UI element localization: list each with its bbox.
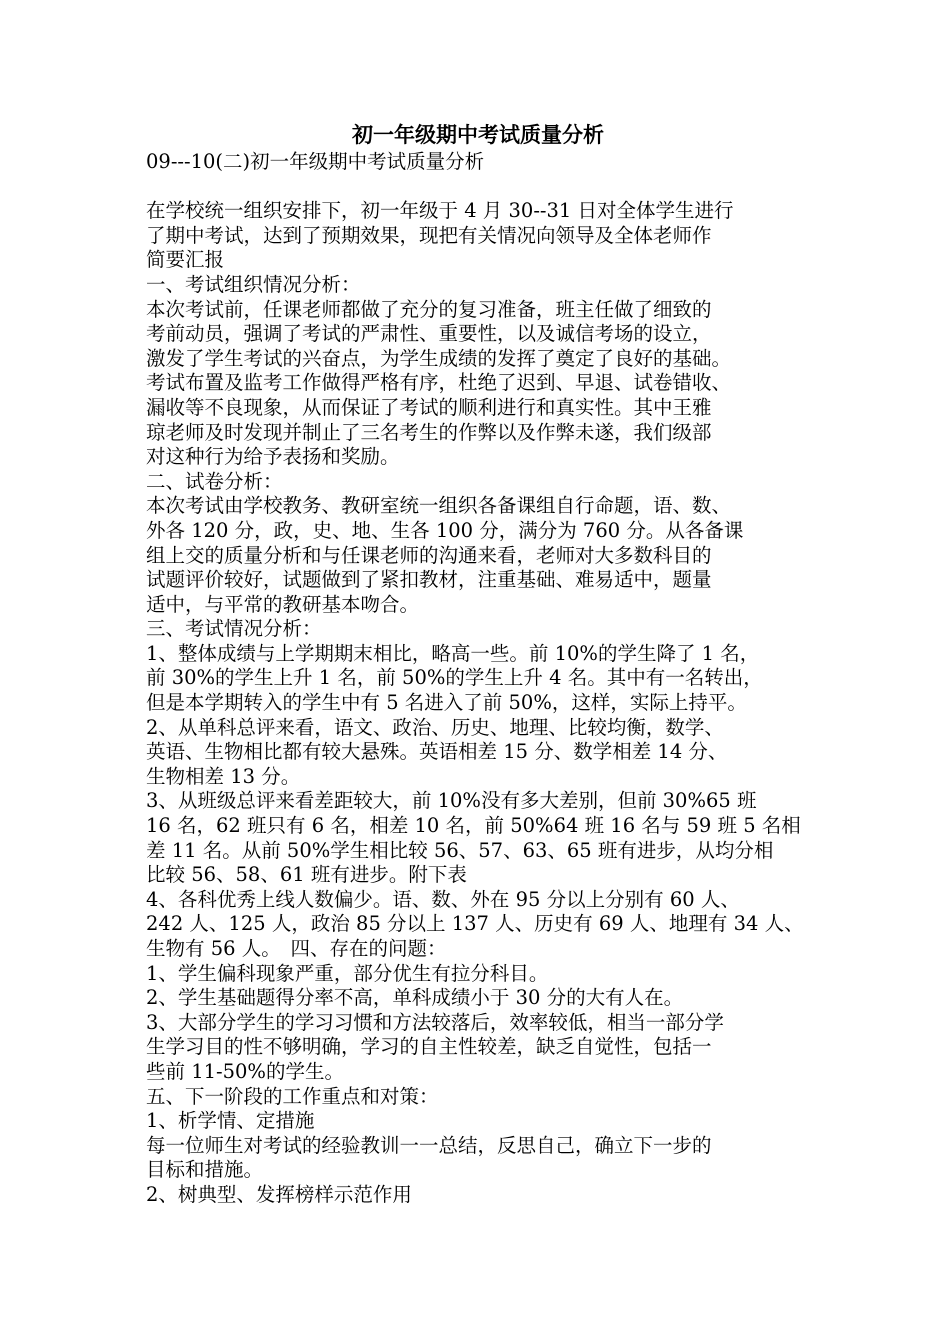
body-line: 1、学生偏科现象严重，部分优生有拉分科目。	[146, 961, 549, 985]
body-line: 试题评价较好，试题做到了紧扣教材，注重基础、难易适中，题量	[146, 568, 712, 592]
body-line: 琼老师及时发现并制止了三名考生的作弊以及作弊未遂，我们级部	[146, 420, 712, 444]
body-line: 外各 120 分，政，史、地、生各 100 分，满分为 760 分。从各备课	[146, 518, 744, 542]
document-subtitle: 09---10(二)初一年级期中考试质量分析	[146, 150, 485, 173]
body-line: 激发了学生考试的兴奋点，为学生成绩的发挥了奠定了良好的基础。	[146, 346, 732, 370]
body-line: 英语、生物相比都有较大悬殊。英语相差 15 分、数学相差 14 分、	[146, 740, 728, 764]
body-line: 对这种行为给予表扬和奖励。	[146, 445, 400, 469]
document-page	[146, 120, 826, 1208]
document-title: 初一年级期中考试质量分析	[352, 122, 604, 147]
body-line: 了期中考试，达到了预期效果，现把有关情况向领导及全体老师作	[146, 223, 712, 247]
body-line: 前 30%的学生上升 1 名，前 50%的学生上升 4 名。其中有一名转出，	[146, 666, 763, 690]
body-line: 但是本学期转入的学生中有 5 名进入了前 50%，这样，实际上持平。	[146, 691, 747, 715]
body-line: 在学校统一组织安排下，初一年级于 4 月 30--31 日对全体学生进行	[146, 199, 734, 223]
body-line: 4、各科优秀上线人数偏少。语、数、外在 95 分以上分别有 60 人、	[146, 887, 740, 911]
body-line: 目标和措施。	[146, 1158, 264, 1182]
body-line: 生学习目的性不够明确，学习的自主性较差，缺乏自觉性，包括一	[146, 1035, 712, 1059]
body-line: 考试布置及监考工作做得严格有序，杜绝了迟到、早退、试卷错收、	[146, 371, 732, 395]
section-heading: 二、试卷分析：	[146, 469, 283, 493]
body-line: 1、整体成绩与上学期期末相比，略高一些。前 10%的学生降了 1 名，	[146, 641, 760, 665]
body-line: 本次考试由学校教务、教研室统一组织各备课组自行命题，语、数、	[146, 494, 732, 518]
body-line: 16 名，62 班只有 6 名，相差 10 名，前 50%64 班 16 名与 59 班 5 名相	[146, 814, 801, 838]
body-line: 每一位师生对考试的经验教训一一总结，反思自己，确立下一步的	[146, 1133, 712, 1157]
body-line: 简要汇报	[146, 248, 225, 272]
body-line: 漏收等不良现象，从而保证了考试的顺利进行和真实性。其中王雅	[146, 395, 712, 419]
body-line: 生物有 56 人。 四、存在的问题：	[146, 937, 447, 960]
body-line: 本次考试前，任课老师都做了充分的复习准备，班主任做了细致的	[146, 297, 712, 321]
body-line: 3、从班级总评来看差距较大，前 10%没有多大差别，但前 30%65 班	[146, 789, 757, 813]
body-line: 生物相差 13 分。	[146, 764, 301, 788]
blank-line	[146, 175, 826, 200]
body-line: 考前动员，强调了考试的严肃性、重要性，以及诚信考场的设立，	[146, 322, 712, 346]
body-line: 2、从单科总评来看，语文、政治、历史、地理、比较均衡，数学、	[146, 715, 724, 739]
body-line: 适中，与平常的教研基本吻合。	[146, 592, 420, 616]
body-line: 差 11 名。从前 50%学生相比较 56、57、63、65 班有进步，从均分相	[146, 838, 774, 862]
body-line: 2、树典型、发挥榜样示范作用	[146, 1182, 412, 1206]
section-heading: 五、下一阶段的工作重点和对策：	[146, 1084, 439, 1108]
body-line: 些前 11-50%的学生。	[146, 1059, 344, 1083]
body-line: 2、学生基础题得分率不高，单科成绩小于 30 分的大有人在。	[146, 986, 684, 1010]
section-heading: 三、考试情况分析：	[146, 617, 322, 641]
body-line: 比较 56、58、61 班有进步。附下表	[146, 863, 467, 887]
body-line: 242 人、125 人，政治 85 分以上 137 人、历史有 69 人、地理有 34 人、	[146, 912, 804, 936]
body-line: 3、大部分学生的学习习惯和方法较落后，效率较低，相当一部分学	[146, 1010, 724, 1034]
body-line: 1、析学情、定措施	[146, 1109, 315, 1133]
body-line: 组上交的质量分析和与任课老师的沟通来看，老师对大多数科目的	[146, 543, 712, 567]
section-heading: 一、考试组织情况分析：	[146, 272, 361, 296]
